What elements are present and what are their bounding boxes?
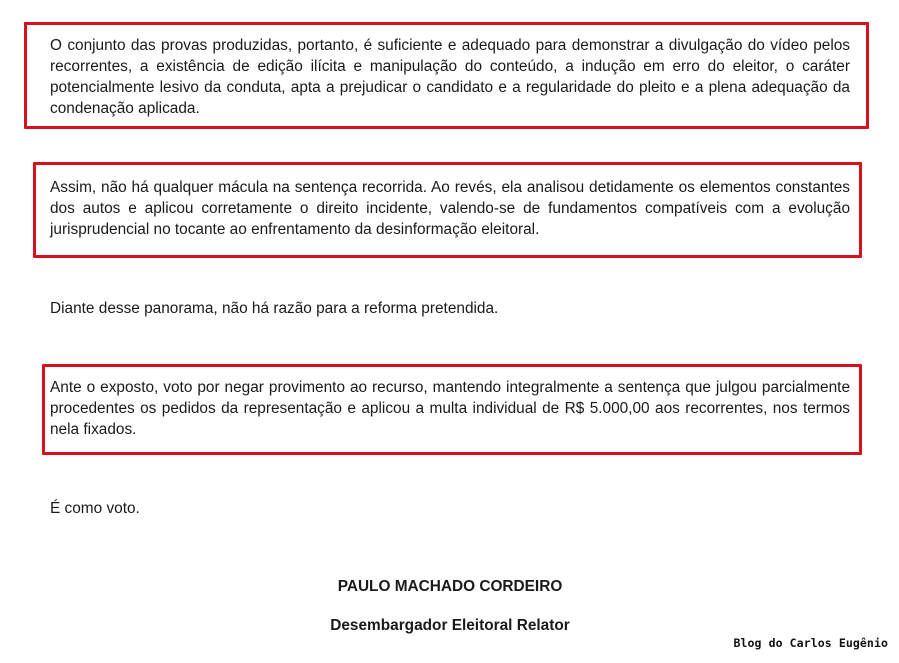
paragraph-closing: É como voto. — [50, 500, 140, 517]
blog-watermark: Blog do Carlos Eugênio — [733, 636, 888, 650]
signature-title: Desembargador Eleitoral Relator — [330, 617, 570, 634]
paragraph-sentence-analysis: Assim, não há qualquer mácula na sentença recorrida. Ao revés, ela analisou detidamente os elementos constantes dos autos e aplicou corretamente o direito incidente, valendo-se de fundamentos compatíveis com a evolução jurisprudencial no tocante ao enfrentamento da desinformação eleitoral. — [50, 179, 850, 238]
paragraph-no-reform: Diante desse panorama, não há razão para a reforma pretendida. — [50, 300, 499, 317]
paragraph-evidence: O conjunto das provas produzidas, portanto, é suficiente e adequado para demonstrar a divulgação do vídeo pelos recorrentes, a existência de edição ilícita e manipulação do conteúdo, a indução em erro do eleitor, o caráter potencialmente lesivo da conduta, apta a prejudicar o candidato e a regularidade do pleito e a plena adequação da condenação aplicada. — [50, 37, 850, 117]
signature-name: PAULO MACHADO CORDEIRO — [337, 578, 563, 595]
paragraph-vote-decision: Ante o exposto, voto por negar provimento ao recurso, mantendo integralmente a sentença que julgou parcialmente procedentes os pedidos da representação e aplicou a multa individual de R$ 5.000,00 aos recorrentes, nos termos nela fixados. — [50, 379, 850, 438]
